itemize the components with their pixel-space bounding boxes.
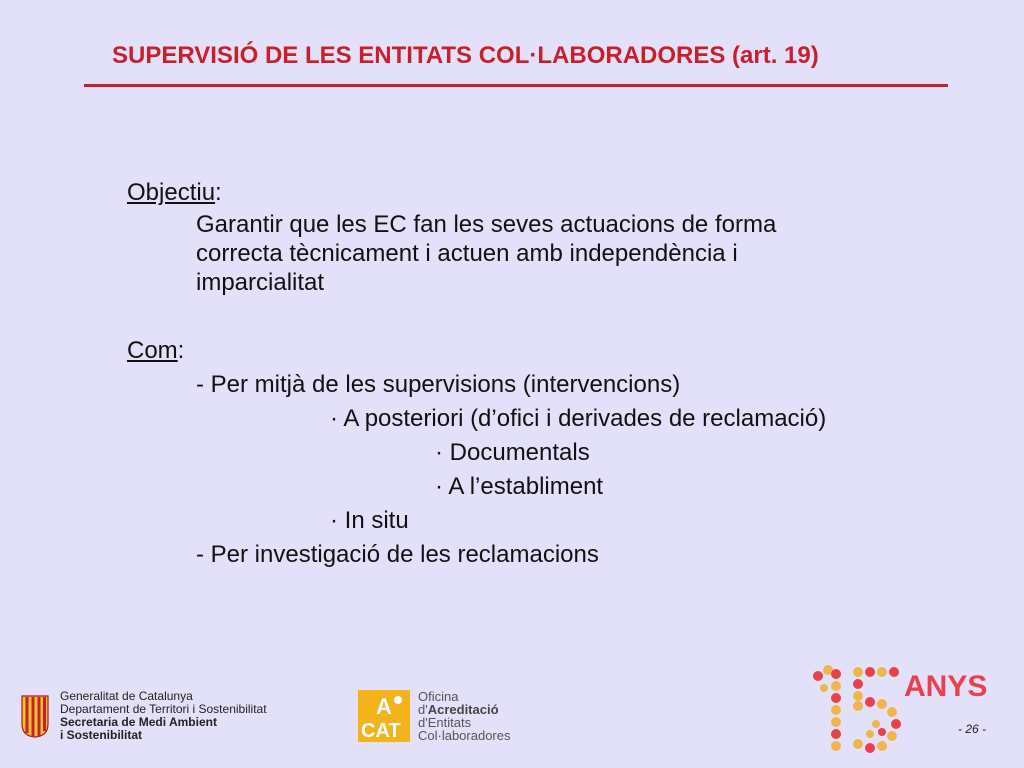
acat-line-4: Col·laboradores	[418, 728, 511, 743]
acat-logo-icon	[358, 690, 410, 742]
acat-line-3: d'Entitats	[418, 715, 472, 730]
generalitat-text	[60, 690, 267, 742]
com-subitem-a-posteriori: · A posteriori (d’ofici i derivades de reclamació)	[330, 405, 827, 432]
generalitat-line-3: Secretaria de Medi Ambient	[60, 715, 217, 729]
objectiu-line-1: Garantir que les EC fan les seves actuacions de forma	[196, 211, 777, 238]
anniversary-logo	[806, 660, 1016, 760]
objectiu-label	[127, 178, 222, 207]
title-underline	[84, 84, 948, 87]
com-subsubitem-documentals: · Documentals	[435, 439, 590, 466]
generalitat-line-4: i Sostenibilitat	[60, 728, 143, 742]
com-colon: :	[177, 337, 185, 364]
slide-title: SUPERVISIÓ DE LES ENTITATS COL·LABORADORES (art. 19)	[112, 42, 819, 69]
acat-block	[358, 690, 511, 742]
objectiu-text	[196, 210, 896, 297]
objectiu-colon: :	[215, 179, 222, 206]
objectiu-line-3: imparcialitat	[196, 269, 325, 296]
generalitat-shield-icon	[20, 694, 50, 738]
acat-logo-top: A	[376, 694, 392, 719]
com-heading: Com	[127, 337, 178, 364]
com-subsubitem-establiment: · A l’establiment	[435, 473, 604, 500]
objectiu-line-2: correcta tècnicament i actuen amb independència i	[196, 240, 738, 267]
acat-line-1: Oficina	[418, 689, 459, 704]
acat-logo-bottom: CAT	[361, 720, 401, 742]
dotted-15-icon	[813, 665, 901, 753]
com-item-supervisions: - Per mitjà de les supervisions (intervencions)	[196, 371, 681, 398]
acat-text	[418, 690, 511, 742]
acat-line-2-prefix: d'	[418, 702, 428, 717]
generalitat-line-2: Departament de Territori i Sostenibilitat	[60, 702, 267, 716]
anniversary-word: ANYS	[904, 670, 988, 703]
acat-line-2-bold: Acreditació	[427, 702, 499, 717]
page-number: - 26 -	[958, 722, 987, 736]
objectiu-heading: Objectiu	[127, 179, 216, 206]
com-label	[127, 336, 184, 365]
generalitat-block	[20, 690, 267, 742]
generalitat-line-1: Generalitat de Catalunya	[60, 689, 193, 703]
com-subitem-in-situ: · In situ	[330, 507, 409, 534]
com-item-reclamacions: - Per investigació de les reclamacions	[196, 541, 599, 568]
